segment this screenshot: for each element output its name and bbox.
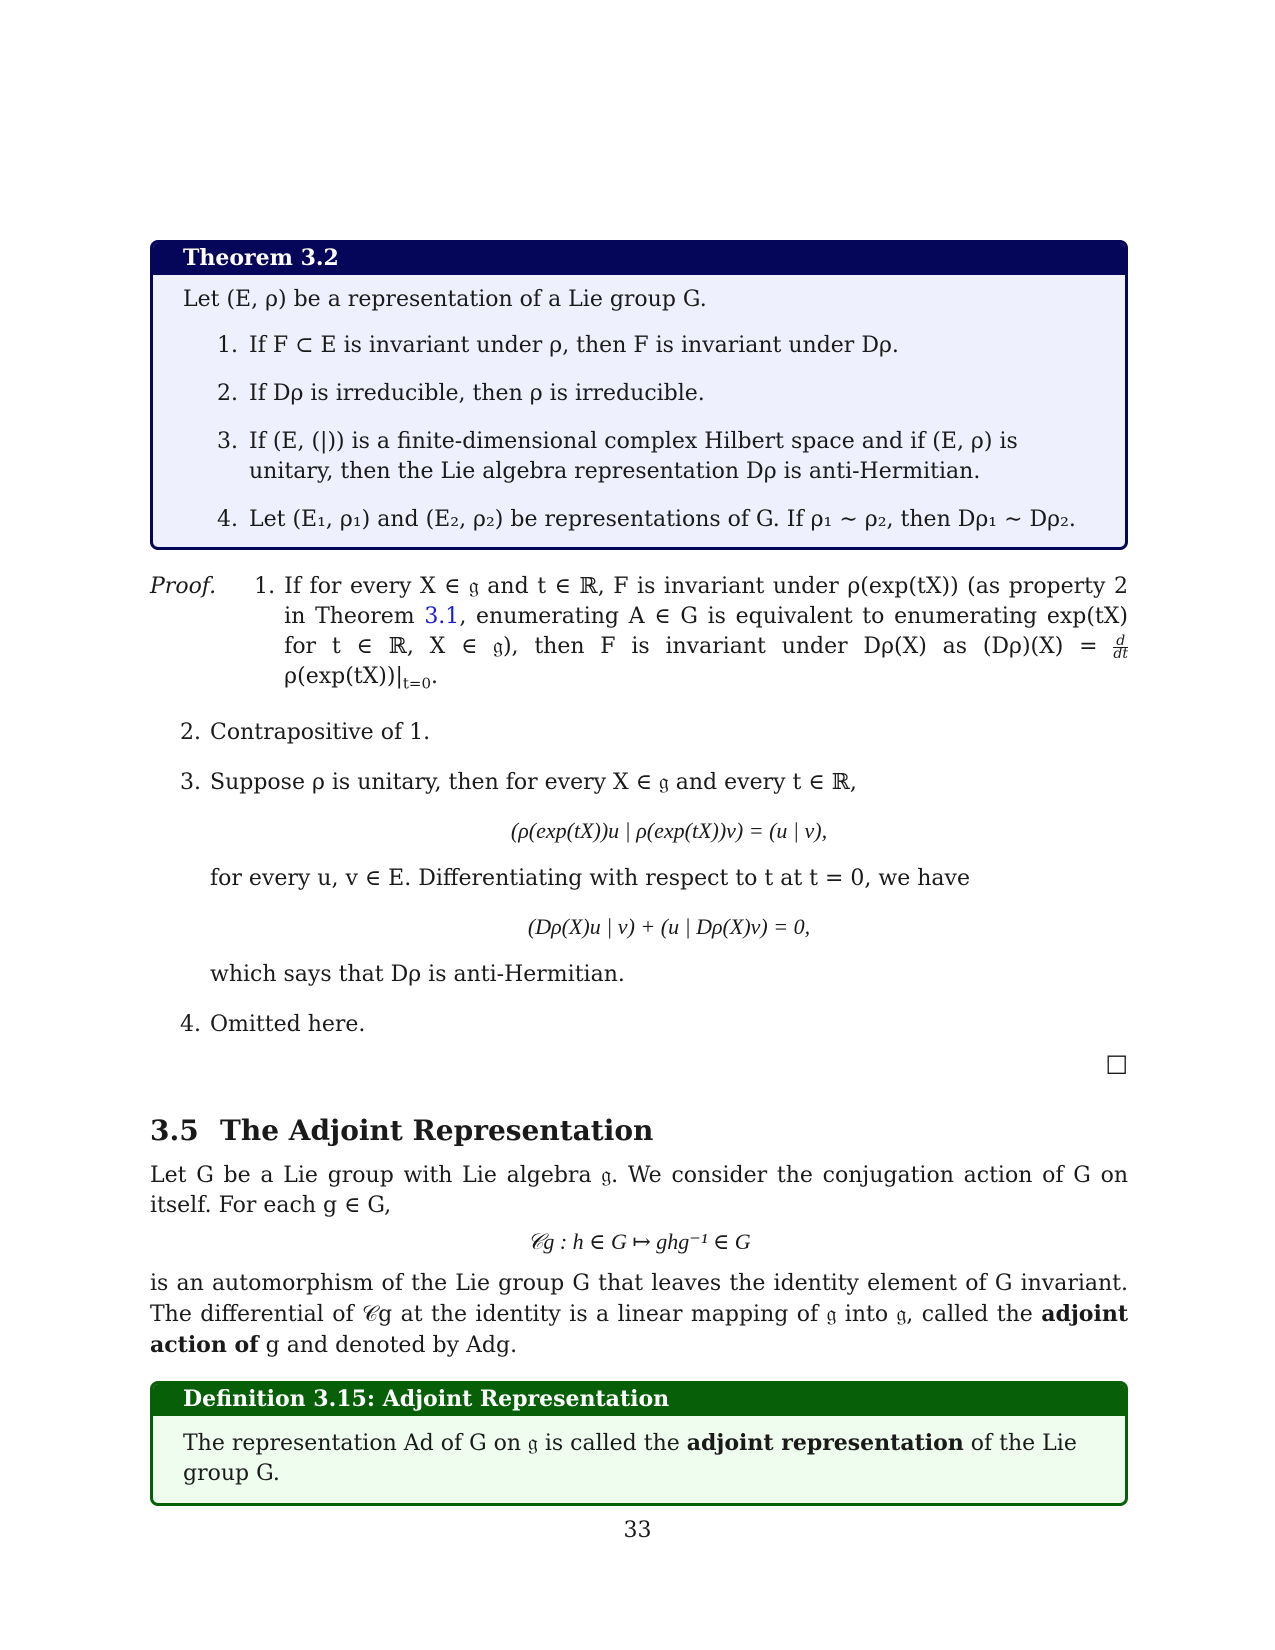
- list-number: 1.: [254, 574, 276, 599]
- theorem-item: 3. If (E, (|)) is a finite-dimensional complex Hilbert space and if (E, ρ) is unitary, then the Lie algebra representation Dρ is anti-Hermitian.: [245, 427, 1095, 487]
- section-title: The Adjoint Representation: [220, 1114, 654, 1148]
- list-number: 2.: [180, 720, 201, 746]
- proof-item-4: 4. Omitted here.: [180, 1010, 1128, 1040]
- proof-label: Proof.: [150, 574, 217, 599]
- section-number: 3.5: [150, 1114, 199, 1148]
- section-paragraph-1: Let G be a Lie group with Lie algebra 𝔤. We consider the conjugation action of G on itself. For each g ∈ G,: [150, 1163, 1128, 1219]
- section-heading: [150, 1114, 1128, 1147]
- proof-item-1-text: If for every X ∈ 𝔤 and t ∈ ℝ, F is invariant under ρ(exp(tX)) (as property 2 in Theorem 3.1, enumerating A ∈ G is equivalent to enumerating exp(tX) for t ∈ ℝ, X ∈ 𝔤), then F is invariant under Dρ(X) as (Dρ)(X) = $\frac{d}{dt}$ $\rho(\exp(tX))|_{t=0}$.: [284, 574, 1128, 693]
- theorem-body: [153, 275, 1125, 547]
- proof-item-3-intro: Suppose ρ is unitary, then for every X ∈ 𝔤 and every t ∈ ℝ,: [210, 770, 857, 796]
- theorem-item: 1. If F ⊂ E is invariant under ρ, then F is invariant under Dρ.: [245, 331, 1095, 361]
- page-content: [150, 240, 1128, 1506]
- derivative-fraction: $\frac{d}{dt}$: [1113, 632, 1128, 662]
- theorem-ref-link[interactable]: 3.1: [424, 604, 460, 629]
- proof-item-3-end: which says that Dρ is anti-Hermitian.: [210, 962, 625, 988]
- definition-body: The representation Ad of G on 𝔤 is called the adjoint representation of the Lie group G.: [183, 1430, 1077, 1487]
- proof-item-1: [150, 572, 1128, 698]
- qed-symbol: □: [1105, 1049, 1128, 1078]
- proof-list: [150, 718, 1128, 1040]
- theorem-intro: Let (E, ρ) be a representation of a Lie group G.: [183, 287, 707, 312]
- proof-item-3: [180, 768, 1128, 990]
- definition-title: Definition 3.15: Adjoint Representation: [153, 1384, 1125, 1416]
- list-number: 3.: [180, 770, 201, 796]
- theorem-item: 4. Let (E₁, ρ₁) and (E₂, ρ₂) be representations of G. If ρ₁ ∼ ρ₂, then Dρ₁ ∼ Dρ₂.: [245, 505, 1095, 535]
- theorem-item: 2. If Dρ is irreducible, then ρ is irreducible.: [245, 379, 1095, 409]
- proof-item-2: 2. Contrapositive of 1.: [180, 718, 1128, 748]
- proof-item-3-middle: for every u, v ∈ E. Differentiating with respect to t at t = 0, we have: [210, 866, 970, 892]
- display-equation-1: (ρ(exp(tX))u | ρ(exp(tX))v) = (u | v),: [510, 818, 828, 844]
- theorem-title: Theorem 3.2: [153, 243, 1125, 275]
- page-number: 33: [623, 1518, 652, 1543]
- theorem-items: [183, 331, 1095, 535]
- display-equation-2: (Dρ(X)u | v) + (u | Dρ(X)v) = 0,: [527, 914, 811, 940]
- proof: [150, 572, 1128, 1078]
- definition-box: [150, 1381, 1128, 1506]
- conjugation-equation: 𝒞g : h ∈ G ↦ ghg⁻¹ ∈ G: [527, 1229, 751, 1255]
- list-number: 4.: [180, 1012, 201, 1038]
- theorem-box: [150, 240, 1128, 550]
- section-paragraph-2: is an automorphism of the Lie group G that leaves the identity element of G invariant. The differential of 𝒞g at the identity is a linear mapping of 𝔤 into 𝔤, called the adjoint action of g and denoted by Adg.: [150, 1271, 1128, 1359]
